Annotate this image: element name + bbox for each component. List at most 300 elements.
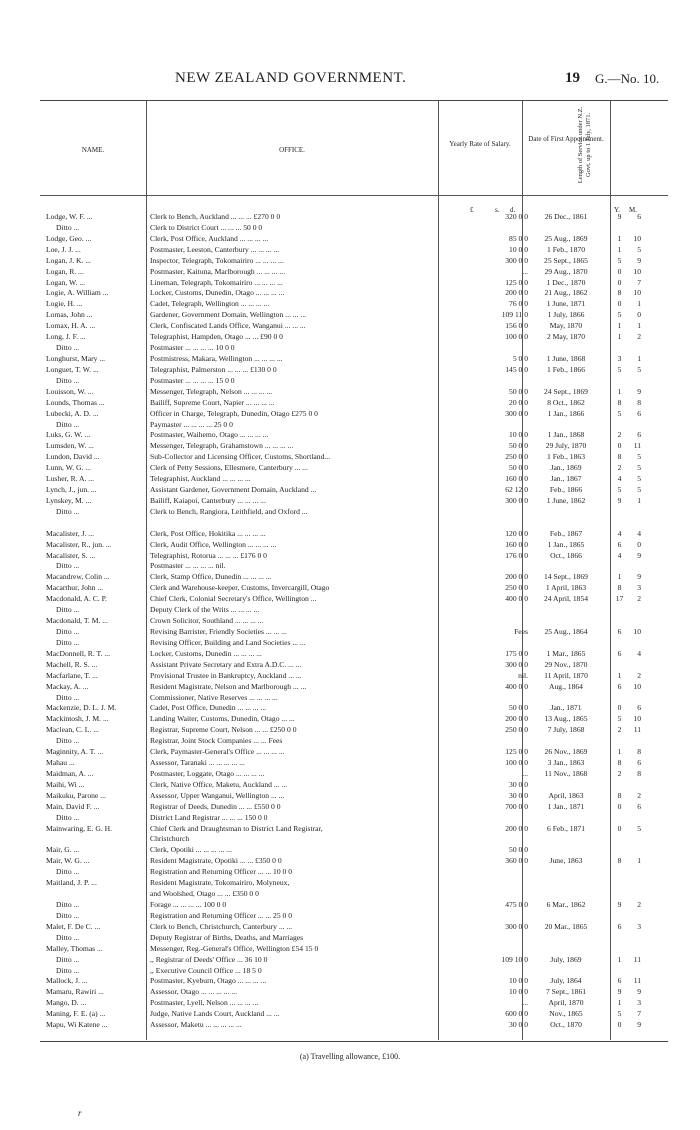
entry-appointment-date: Feb., 1866 [549,485,583,494]
entry-service-years: 0 [617,1020,622,1030]
entry-name: Longuet, T. W. ... [46,364,99,374]
entry-office: Christchurch [150,834,190,844]
entry-appointment-date: 1 June, 1862 [546,495,586,505]
entry-name: Ditto ... [56,932,80,942]
entry-office: Bailiff, Supreme Court, Napier ... ... ... ... [150,397,275,407]
entry-name: Malley, Thomas ... [46,943,103,953]
entry-appointment-date: April, 1863 [548,790,584,800]
table-row [0,911,700,921]
entry-appointment-date: Jan., 1871 [550,703,582,713]
entry-name: Macalister, S. ... [46,550,96,560]
entry-office: Cadet, Post Office, Dunedin ... ... ... ... [150,703,267,713]
entry-office: Clerk, Confiscated Lands Office, Wanganui ... ... ... [150,321,306,331]
entry-office: Postmistress, Makara, Wellington ... ... ... ... [150,354,283,363]
table-row [0,278,700,288]
entry-name: Ditto ... [56,506,80,516]
entry-office: Registration and Returning Officer ... ... 10 0 0 [150,867,293,877]
entry-office: Deputy Registrar of Births, Deaths, and Marriages [150,932,304,942]
entry-service-months: 0 [637,539,641,549]
entry-office: Commissioner, Native Reserves ... ... ... ... [150,692,278,702]
entry-salary: 300 0 0 [505,255,528,265]
unit-months: M. [629,206,637,214]
entry-service-years: 8 [617,397,622,407]
entry-service-months: 3 [637,583,641,593]
entry-service-years: 0 [617,277,622,287]
table-row [0,714,700,724]
entry-service-months: 5 [637,463,641,473]
entry-name: MacDonnell, R. T. ... [46,648,111,658]
table-row [0,583,700,593]
entry-name: Lynch, J., jun. ... [46,485,97,494]
entry-service-months: 9 [637,987,641,997]
entry-service-months: 6 [637,430,641,440]
table-row [0,1020,700,1030]
entry-office: Clerk and Warehouse-keeper, Customs, Invercargill, Otago [150,583,330,593]
entry-name: Macdonald, T. M. ... [46,616,108,625]
entry-service-years: 8 [617,583,622,593]
entry-salary: 300 0 0 [505,495,528,505]
entry-salary: 200 0 0 [505,288,528,298]
entry-office: Clerk to Bench, Auckland ... ... ... £270 0 0 [150,212,281,221]
entry-service-years: 1 [617,954,622,964]
entry-appointment-date: 11 Nov., 1868 [544,768,588,778]
entry-name: Loe, J. J. ... [46,244,81,254]
entry-appointment-date: 1 Dec., 1870 [546,277,586,287]
table-row [0,234,700,244]
entry-name: Mackay, A. ... [46,681,89,691]
table-row [0,856,700,866]
table-row [0,321,700,331]
entry-office: Sub-Collector and Licensing Officer, Customs, Shortland... [150,452,331,462]
entry-office: Clerk, Native Office, Maketu, Auckland ... ... [150,779,288,789]
entry-appointment-date: 1 Jan., 1866 [547,408,585,418]
entry-service-months: 2 [637,332,641,342]
table-row [0,485,700,495]
entry-office: Postmaster, Kyeburn, Otago ... ... ... ... [150,976,267,986]
table-row [0,398,700,408]
entry-salary: 300 0 0 [505,408,528,418]
entry-service-years: 5 [617,408,622,418]
table-row [0,616,700,626]
entry-office: Postmaster, Leeston, Canterbury ... ... ... ... [150,244,280,254]
entry-name: Macdonald, A. C. P. [46,594,107,604]
entry-service-months: 6 [637,758,641,767]
page-header [0,70,700,92]
page-title: NEW ZEALAND GOVERNMENT. [175,70,407,86]
entry-salary: 360 0 0 [505,856,528,866]
entry-service-years: 0 [617,441,622,451]
entry-name: Lounds, Thomas ... [46,397,105,407]
entry-office: Assessor, Maketu ... ... ... ... ... [150,1020,242,1030]
table-row [0,387,700,397]
entry-service-years: 1 [617,332,622,342]
entry-service-months: 5 [637,244,641,254]
entry-service-years: 2 [617,725,622,735]
entry-service-years: 2 [617,768,622,778]
entry-office: ,, Executive Council Office ... 18 5 0 [150,965,262,975]
table-row [0,561,700,571]
table-row [0,660,700,670]
entry-salary: 50 0 0 [509,386,528,396]
entry-office: Registrar of Deeds, Dunedin ... ... £550 0 0 [150,801,281,811]
entry-service-years: 6 [617,921,622,931]
entry-service-years: 1 [617,998,622,1008]
entry-office: Chief Clerk and Draughtsman to District Land Registrar, [150,823,323,833]
table-row [0,976,700,986]
table-row [0,802,700,812]
entry-appointment-date: 7 Sept., 1861 [545,987,587,997]
table-row [0,736,700,746]
entry-name: Ditto ... [56,561,80,571]
entry-office: Inspector, Telegraph, Tokomairiro ... ... ... ... [150,255,284,265]
table-row [0,594,700,604]
table-row [0,463,700,473]
entry-service-years: 2 [617,430,622,440]
table-row [0,474,700,484]
entry-office: Messenger, Telegraph, Nelson ... ... ... ... [150,386,273,396]
entry-appointment-date: 6 Mar., 1862 [546,900,586,909]
entry-appointment-date: 14 Sept., 1869 [544,572,588,582]
entry-service-months: 3 [637,921,641,931]
entry-name: Mackintosh, J. M. ... [46,714,109,724]
table-row [0,834,700,844]
entry-appointment-date: 1 Jan., 1871 [547,801,585,811]
entry-office: Revising Officer, Building and Land Societies ... ... [150,637,306,647]
entry-appointment-date: 25 Sept., 1865 [544,255,588,265]
entry-salary: 200 0 0 [505,714,528,724]
entry-service-months: 1 [637,299,641,309]
entry-office: Cadet, Telegraph, Wellington ... ... ... ... [150,299,270,309]
entry-service-years: 9 [617,900,622,909]
entry-appointment-date: Jan., 1869 [550,463,582,473]
entry-name: Lomas, John ... [46,310,93,320]
entry-appointment-date: 1 Feb., 1870 [547,244,585,254]
entry-service-months: 10 [633,266,641,276]
table-row [0,409,700,419]
table-row [0,430,700,440]
table-row [0,1009,700,1019]
entry-service-months: 1 [637,354,641,363]
entry-name: Maclean, C. L. ... [46,725,99,735]
entry-service-months: 8 [637,397,641,407]
date-column-header: Date of First Appointment. [528,135,604,143]
entry-office: Postmaster ... ... ... ... 15 0 0 [150,375,235,385]
entry-service-months: 7 [637,1009,641,1019]
table-row [0,813,700,823]
entry-appointment-date: 26 Dec., 1861 [544,212,588,221]
table-row [0,671,700,681]
entry-name: Logan, R. ... [46,266,84,276]
entry-office: Telegraphist, Hampden, Otago ... ... £90 0 0 [150,332,283,342]
entry-service-months: 10 [633,288,641,298]
entry-service-months: 2 [637,900,641,909]
entry-service-months: 11 [633,954,641,964]
entry-name: Macfarlane, T. ... [46,670,98,680]
entry-office: Chief Clerk, Colonial Secretary's Office, Wellington ... [150,594,317,604]
table-row [0,343,700,353]
entry-appointment-date: 1 April, 1863 [545,583,587,593]
entry-office: Revising Barrister, Friendly Societies ... ... ... [150,627,287,636]
entry-office: Telegraphist, Auckland ... ... ... ... [150,474,251,484]
entry-appointment-date: 11 April, 1870 [544,670,588,680]
entry-appointment-date: 2 May, 1870 [546,332,586,342]
entry-salary: 100 0 0 [505,758,528,767]
entry-appointment-date: 1 Jan., 1868 [547,430,585,440]
entry-office: Assessor, Otago ... ... ... ... ... [150,987,238,997]
entry-salary: 300 0 0 [505,921,528,931]
entry-office: Postmaster ... ... ... ... nil. [150,561,226,571]
entry-salary: 30 0 0 [509,1020,528,1030]
entry-service-years: 3 [617,354,622,363]
entry-salary: 109 10 0 [501,954,528,964]
entry-office: Clerk, Post Office, Auckland ... ... ... ... [150,233,269,243]
table-row [0,605,700,615]
entry-service-months: 1 [637,321,641,331]
entry-name: Ditto ... [56,692,80,702]
table-row [0,987,700,997]
entry-office: Registrar, Joint Stock Companies ... ... Fees [150,736,283,746]
entry-office: Clerk of Petty Sessions, Ellesmere, Canterbury ... ... [150,463,308,473]
entry-service-months: 2 [637,790,641,800]
entry-service-years: 8 [617,790,622,800]
entry-salary: 250 0 0 [505,452,528,462]
table-row [0,267,700,277]
table-row [0,824,700,834]
entry-service-years: 1 [617,233,622,243]
entry-appointment-date: June, 1863 [549,856,583,866]
entry-office: Messenger, Telegraph, Grahamstown ... ... ... ... [150,441,294,451]
entry-service-years: 1 [617,386,622,396]
entry-salary: ... [522,768,528,778]
table-row [0,944,700,954]
entry-service-years: 2 [617,463,622,473]
entry-service-years: 0 [617,299,622,309]
table-row [0,889,700,899]
entry-office: Judge, Native Lands Court, Auckland ... ... [150,1009,280,1019]
table-row [0,725,700,735]
entry-appointment-date: Oct., 1866 [550,550,582,560]
entry-service-months: 9 [637,550,641,560]
entry-service-years: 1 [617,244,622,254]
entry-service-years: 1 [617,747,622,757]
entry-salary: 156 0 0 [505,321,528,331]
entry-appointment-date: April, 1870 [548,998,584,1008]
entry-name: Mahau ... [46,758,75,767]
entry-salary: 30 0 0 [509,790,528,800]
entry-name: Logan, J. K. ... [46,255,91,265]
entry-salary: 85 0 0 [509,233,528,243]
entry-office: ,, Registrar of Deeds' Office ... 36 10 0 [150,954,268,964]
entry-service-years: 1 [617,572,622,582]
entry-office: Telegraphist, Rotorua ... ... ... £176 0 0 [150,550,267,560]
office-column-header: OFFICE. [279,146,305,154]
entry-name: Mamaru, Rawiri ... [46,987,104,997]
entry-appointment-date: July, 1864 [550,976,582,986]
table-row [0,518,700,528]
entry-office: and Woolshed, Otago ... ... £350 0 0 [150,889,259,898]
entry-name: Lubecki, A. D. ... [46,408,99,418]
entry-name: Lodge, W. F. ... [46,212,93,221]
table-row [0,529,700,539]
entry-name: Logan, W. ... [46,277,86,287]
entry-name: Lodge, Geo. ... [46,233,92,243]
entry-name: Ditto ... [56,605,80,615]
table-row [0,540,700,550]
entry-name: Maikuku, Parone ... [46,790,106,800]
table-row [0,299,700,309]
entry-appointment-date: 24 April, 1854 [543,594,589,604]
table-row [0,572,700,582]
table-row [0,747,700,757]
entry-salary: 160 0 0 [505,539,528,549]
entry-name: Main, David F. ... [46,801,100,811]
entry-service-years: 5 [617,1009,622,1019]
entry-service-years: 5 [617,714,622,724]
entry-name: Ditto ... [56,736,80,746]
table-row [0,332,700,342]
entry-name: Mapu, Wi Katene ... [46,1020,108,1030]
entry-name: Lusher, R. A. ... [46,474,94,484]
table-row [0,867,700,877]
entry-service-years: 0 [617,703,622,713]
entry-office: Deputy Clerk of the Writs ... ... ... ... [150,605,260,615]
entry-office: Clerk, Post Office, Hokitika ... ... ... ... [150,528,266,538]
table-row [0,365,700,375]
entry-appointment-date: 1 Mar., 1865 [546,648,586,658]
table-row [0,627,700,637]
table-row [0,922,700,932]
entry-salary: 50 0 0 [509,463,528,473]
entry-appointment-date: 29 Aug., 1870 [544,266,588,276]
entry-salary: 250 0 0 [505,725,528,735]
entry-appointment-date: May, 1870 [549,321,583,331]
table-row [0,288,700,298]
entry-salary: 160 0 0 [505,474,528,484]
entry-service-months: 5 [637,485,641,494]
entry-service-months: 6 [637,801,641,811]
entry-name: Mallock, J. ... [46,976,88,986]
entry-service-months: 3 [637,998,641,1008]
entry-service-years: 0 [617,823,622,833]
entry-name: Ditto ... [56,343,80,352]
entry-salary: 109 11 0 [501,310,528,320]
entry-service-months: 8 [637,768,641,778]
entry-office: Postmaster, Loggate, Otago ... ... ... ... [150,768,265,778]
entry-appointment-date: Feb., 1867 [549,528,583,538]
entry-office: Locker, Customs, Dunedin, Otago ... ... ... ... [150,288,285,298]
entry-service-years: 6 [617,681,622,691]
table-row [0,780,700,790]
entry-appointment-date: Nov., 1865 [549,1009,583,1019]
entry-name: Ditto ... [56,812,80,822]
entry-service-years: 4 [617,474,622,484]
entry-office: Bailiff, Kaiapoi, Canterbury ... ... ... ... [150,495,266,505]
table-row [0,376,700,386]
entry-name: Lynskey, M. ... [46,495,92,505]
entry-salary: 200 0 0 [505,572,528,582]
entry-office: Paymaster ... ... ... ... 25 0 0 [150,419,233,429]
entry-name: Maning, F. E. (a) ... [46,1009,106,1019]
entry-name: Luks, G. W. ... [46,430,91,440]
entry-appointment-date: 6 Feb., 1871 [547,823,585,833]
entry-service-months: 8 [637,747,641,757]
table-row [0,649,700,659]
entry-office: Landing Waiter, Customs, Dunedin, Otago ... ... [150,714,295,724]
entry-salary: 400 0 0 [505,681,528,691]
entry-service-months: 5 [637,474,641,484]
table-row [0,507,700,517]
entry-office: Telegraphist, Palmerston ... ... ... £130 0 0 [150,364,277,374]
entry-name: Ditto ... [56,900,80,909]
entry-office: Assessor, Taranaki ... ... ... ... ... [150,758,245,767]
entry-name: Lunn, W. G. ... [46,463,91,473]
entry-service-years: 1 [617,321,622,331]
entry-service-months: 0 [637,310,641,320]
table-row [0,769,700,779]
entry-name: Ditto ... [56,419,80,429]
entry-appointment-date: 1 June, 1871 [546,299,586,309]
entry-salary: 300 0 0 [505,659,528,669]
entry-salary: 145 0 0 [505,364,528,374]
table-row [0,256,700,266]
entry-service-months: 11 [633,441,641,451]
table-row [0,223,700,233]
entry-appointment-date: 29 Nov., 1870 [544,659,588,669]
entry-salary: 250 0 0 [505,583,528,593]
entry-appointment-date: July, 1869 [550,954,582,964]
entry-service-years: 0 [617,801,622,811]
entry-service-years: 4 [617,550,622,560]
footnote: (a) Travelling allowance, £100. [299,1052,401,1061]
page-number: 19 [565,70,580,86]
entry-name: Maidman, A. ... [46,768,94,778]
entry-name: Long, J. F. ... [46,332,86,342]
table-row [0,758,700,768]
name-column-header: NAME. [81,146,105,154]
entry-service-years: 8 [617,758,622,767]
entry-name: Logie, H. ... [46,299,83,309]
entry-office: Registrar, Supreme Court, Nelson ... ... £250 0 0 [150,725,297,735]
entry-salary: 50 0 0 [509,845,528,855]
entry-salary: 100 0 0 [505,332,528,342]
entry-appointment-date: Aug., 1864 [549,681,583,691]
table-row [0,900,700,910]
entry-name: Maihi, Wi ... [46,779,85,789]
entry-name: Louisson, W. ... [46,386,94,396]
entry-salary: 30 0 0 [509,779,528,789]
entry-appointment-date: 20 Mar., 1865 [544,921,588,931]
entry-service-months: 1 [637,495,641,505]
entry-office: Clerk to Bench, Christchurch, Canterbury ... ... [150,921,293,931]
entry-appointment-date: 25 Aug., 1864 [544,627,588,636]
table-row [0,998,700,1008]
entry-service-years: 8 [617,452,622,462]
entry-office: Clerk, Audit Office, Wellington ... ... ... ... [150,539,277,549]
entry-service-months: 5 [637,452,641,462]
entry-service-years: 5 [617,255,622,265]
entry-name: Maitland, J. P. ... [46,878,97,888]
entry-service-years: 8 [617,288,622,298]
header-rule [40,195,668,196]
entry-service-months: 9 [637,572,641,582]
entry-salary: 125 0 0 [505,277,528,287]
entry-name: Mair, W. G. ... [46,856,90,866]
entry-name: Lomax, H. A. ... [46,321,96,331]
entry-appointment-date: 1 June, 1868 [546,354,586,363]
entry-salary: 400 0 0 [505,594,528,604]
entry-salary: 120 0 0 [505,528,528,538]
entry-service-years: 6 [617,648,622,658]
